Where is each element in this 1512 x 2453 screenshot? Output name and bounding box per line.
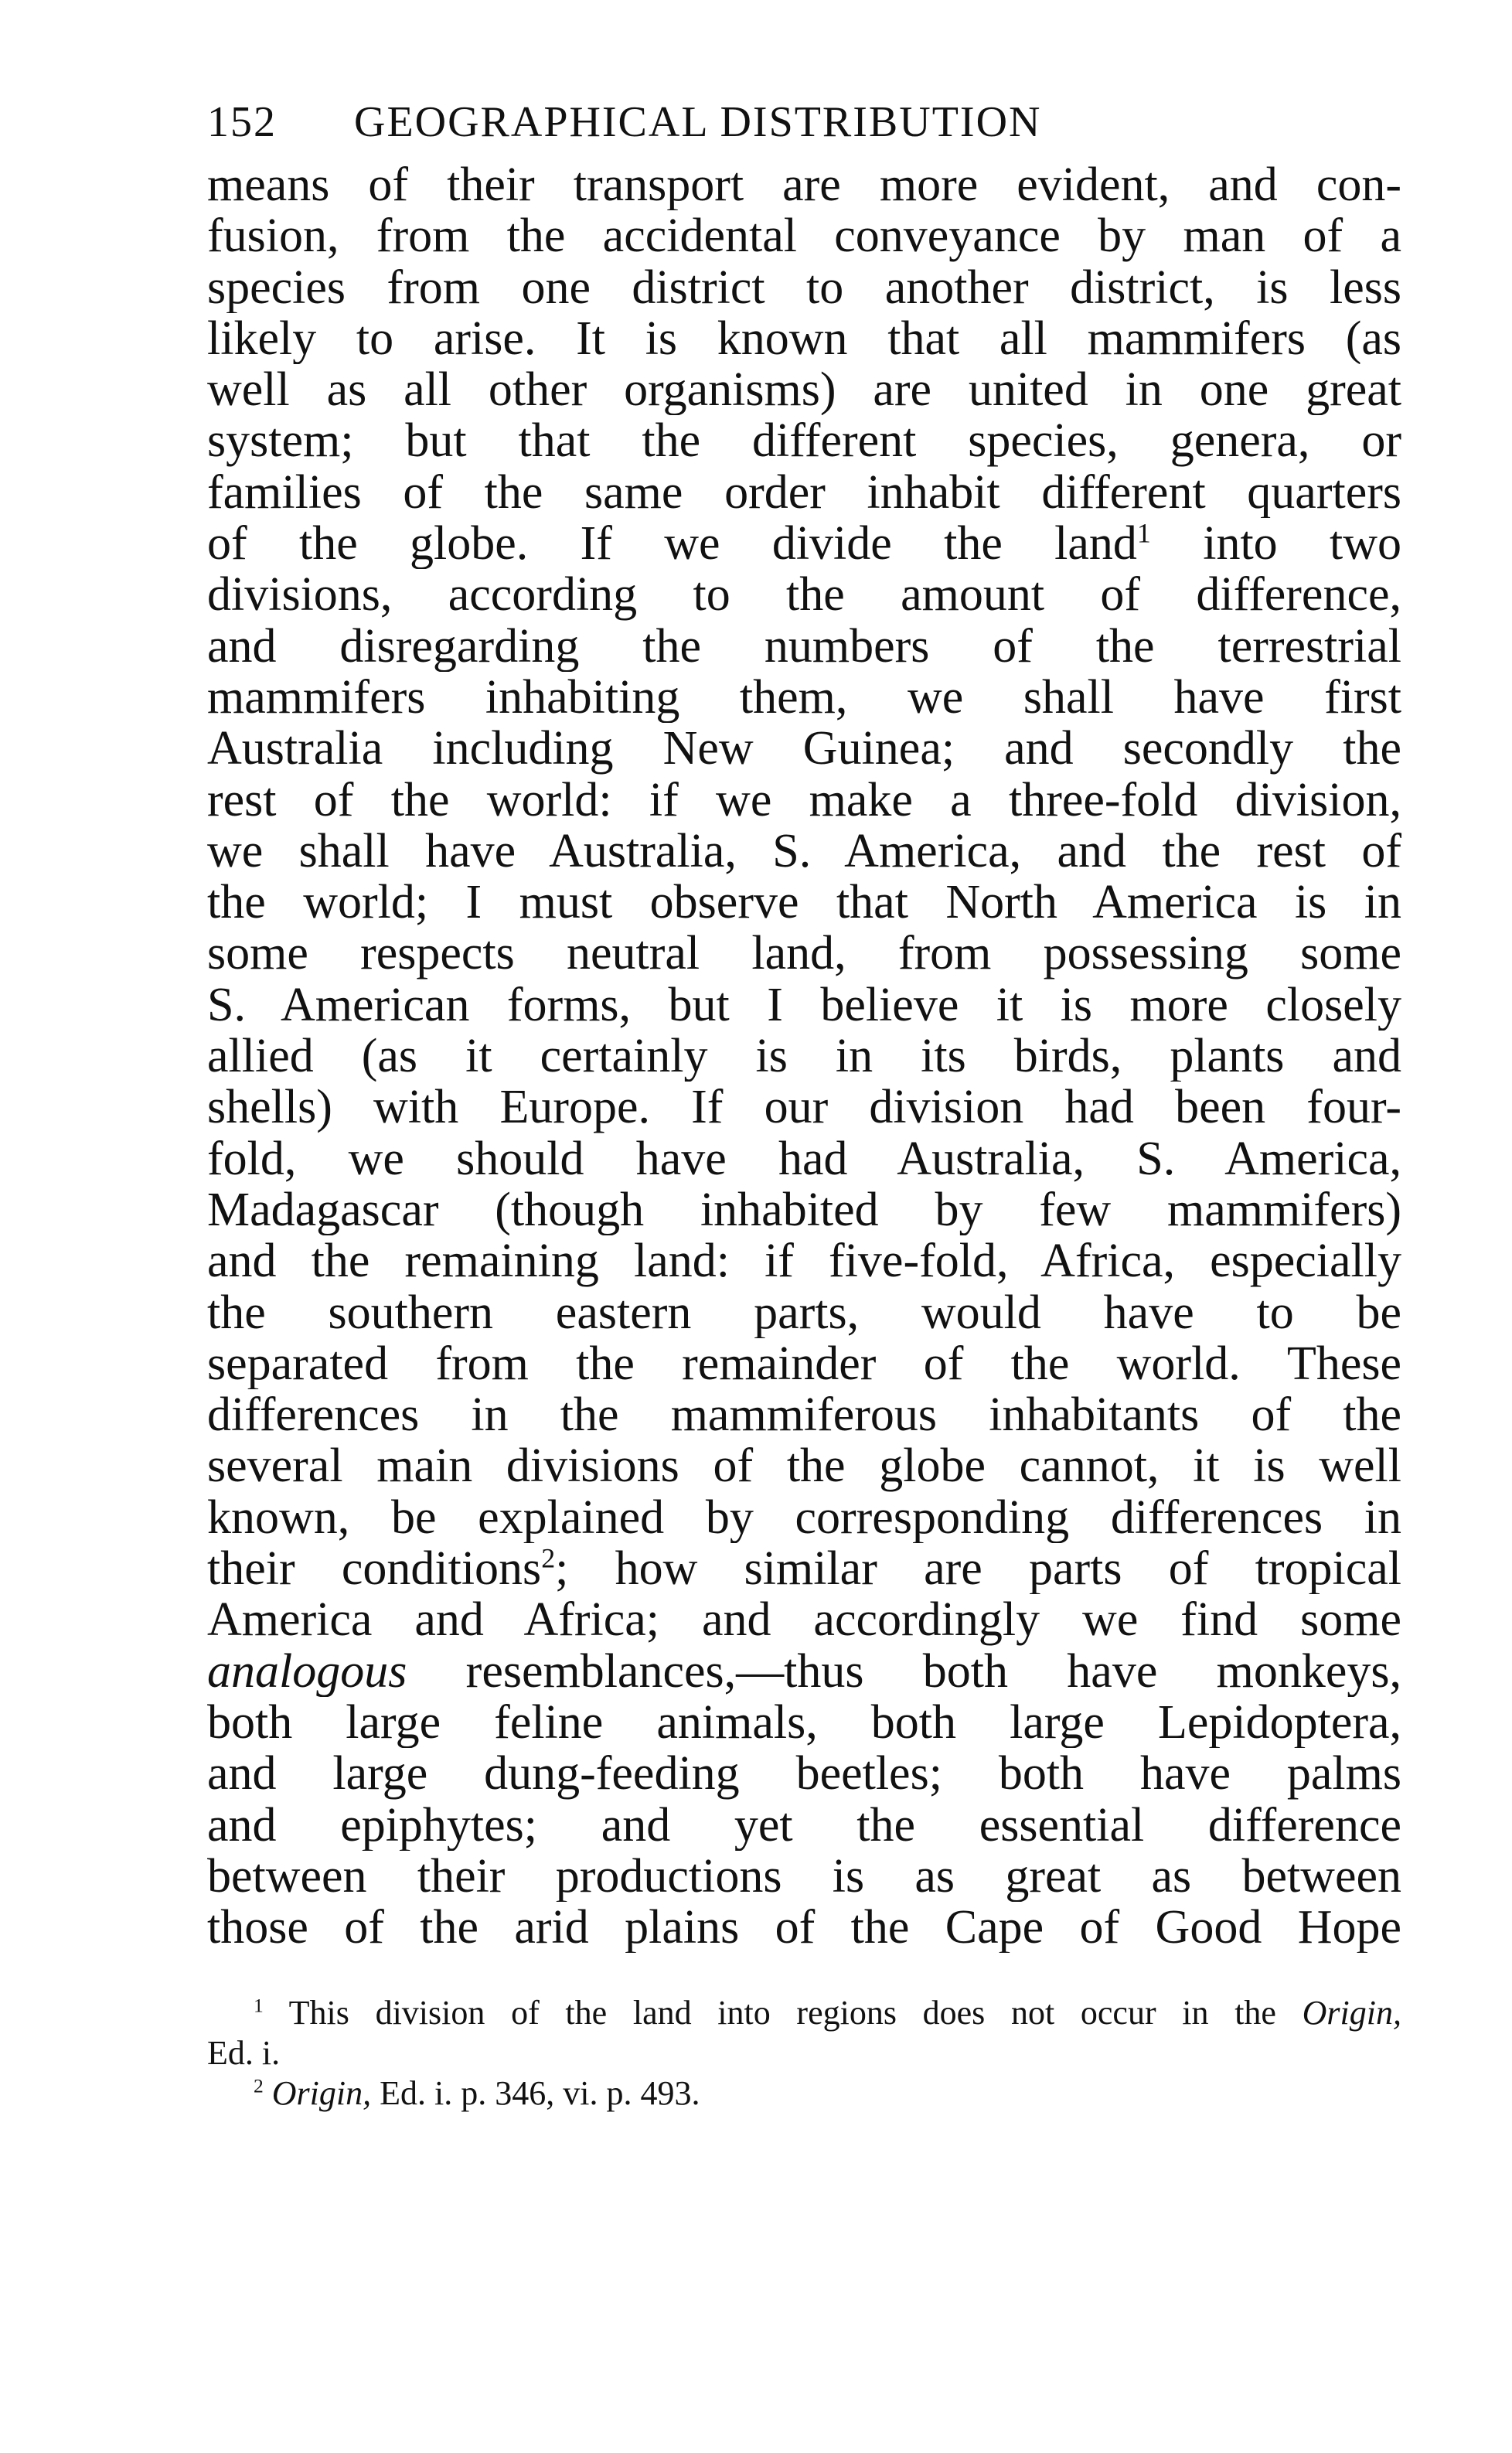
text-line: allied (as it certainly is in its birds, plants and: [207, 1031, 1401, 1082]
text-line: between their productions is as great as between: [207, 1850, 1401, 1903]
text-fragment: of the globe. If we divide the land: [207, 518, 1137, 570]
text-line: known, be explained by corresponding differences in: [207, 1491, 1401, 1544]
text-line: and epiphytes; and yet the essential difference: [207, 1799, 1401, 1851]
footnote-italic: Origin,: [271, 2074, 372, 2113]
text-line: shells) with Europe. If our division had been four-: [207, 1082, 1401, 1133]
footnote-text: This division of the land into regions does not occur in the: [288, 1994, 1276, 2032]
text-line: some respects neutral land, from possessing some: [207, 928, 1401, 979]
text-line: species from one district to another district, is less: [207, 261, 1401, 313]
text-line: the southern eastern parts, would have to be: [207, 1286, 1401, 1338]
text-line: families of the same order inhabit different quarters: [207, 466, 1401, 519]
footnote-marker-1: 1: [1136, 518, 1151, 549]
text-line: mammifers inhabiting them, we shall have first: [207, 671, 1401, 724]
text-line: we shall have Australia, S. America, and the rest of: [207, 825, 1401, 877]
footnote-number-1: 1: [254, 1995, 264, 2018]
footnote-marker-2: 2: [541, 1543, 556, 1574]
text-line: both large feline animals, both large Lepidoptera,: [207, 1696, 1401, 1749]
footnote-line: [207, 2073, 1401, 2114]
running-title: GEOGRAPHICAL DISTRIBUTION: [354, 98, 1042, 146]
running-head: [207, 85, 1401, 159]
text-fragment: resemblances,—thus both have monkeys,: [465, 1645, 1401, 1697]
text-line: differences in the mammiferous inhabitants of the: [207, 1389, 1401, 1441]
italic-word: analogous: [207, 1645, 407, 1697]
footnote-number-2: 2: [254, 2075, 264, 2098]
text-line: those of the arid plains of the Cape of Good Hope: [207, 1902, 1401, 1954]
text-fragment: their conditions: [207, 1543, 542, 1595]
text-line: and the remaining land: if five-fold, Africa, especially: [207, 1235, 1401, 1287]
text-line: [207, 1543, 1401, 1594]
page-number: 152: [207, 98, 277, 146]
book-page: [207, 85, 1401, 2114]
text-line: separated from the remainder of the world. These: [207, 1337, 1401, 1390]
text-line: rest of the world: if we make a three-fold division,: [207, 774, 1401, 826]
footnote-2: [207, 2073, 1401, 2114]
text-line: and large dung-feeding beetles; both have palms: [207, 1748, 1401, 1800]
text-fragment: into two: [1203, 518, 1401, 570]
text-line: fold, we should have had Australia, S. America,: [207, 1133, 1401, 1184]
footnote-line: Ed. i.: [207, 2034, 281, 2073]
text-line: [207, 518, 1401, 569]
footnote-line: [207, 1993, 1401, 2033]
text-line: Madagascar (though inhabited by few mammifers): [207, 1184, 1401, 1236]
text-line: well as all other organisms) are united in one great: [207, 364, 1401, 416]
footnote-1: [207, 1993, 1401, 2073]
body-paragraph: [207, 159, 1401, 1953]
text-line: divisions, according to the amount of difference,: [207, 569, 1401, 621]
text-line: likely to arise. It is known that all mammifers (as: [207, 312, 1401, 365]
text-line: and disregarding the numbers of the terrestrial: [207, 620, 1401, 672]
text-line: S. American forms, but I believe it is more closely: [207, 979, 1401, 1031]
footnote-text: Ed. i. p. 346, vi. p. 493.: [380, 2074, 700, 2113]
text-line: several main divisions of the globe cannot, it is well: [207, 1440, 1401, 1492]
text-line: [207, 1646, 1401, 1697]
text-fragment: ; how similar are parts of tropical: [555, 1543, 1401, 1595]
text-line: America and Africa; and accordingly we find some: [207, 1594, 1401, 1646]
footnote-italic: Origin,: [1302, 1994, 1401, 2032]
text-line: Australia including New Guinea; and secondly the: [207, 723, 1401, 775]
text-line: the world; I must observe that North America is in: [207, 877, 1401, 928]
text-line: fusion, from the accidental conveyance by man of a: [207, 210, 1401, 262]
footnotes: [207, 1993, 1401, 2114]
text-line: system; but that the different species, genera, or: [207, 415, 1401, 467]
text-line: means of their transport are more evident, and con-: [207, 159, 1401, 211]
